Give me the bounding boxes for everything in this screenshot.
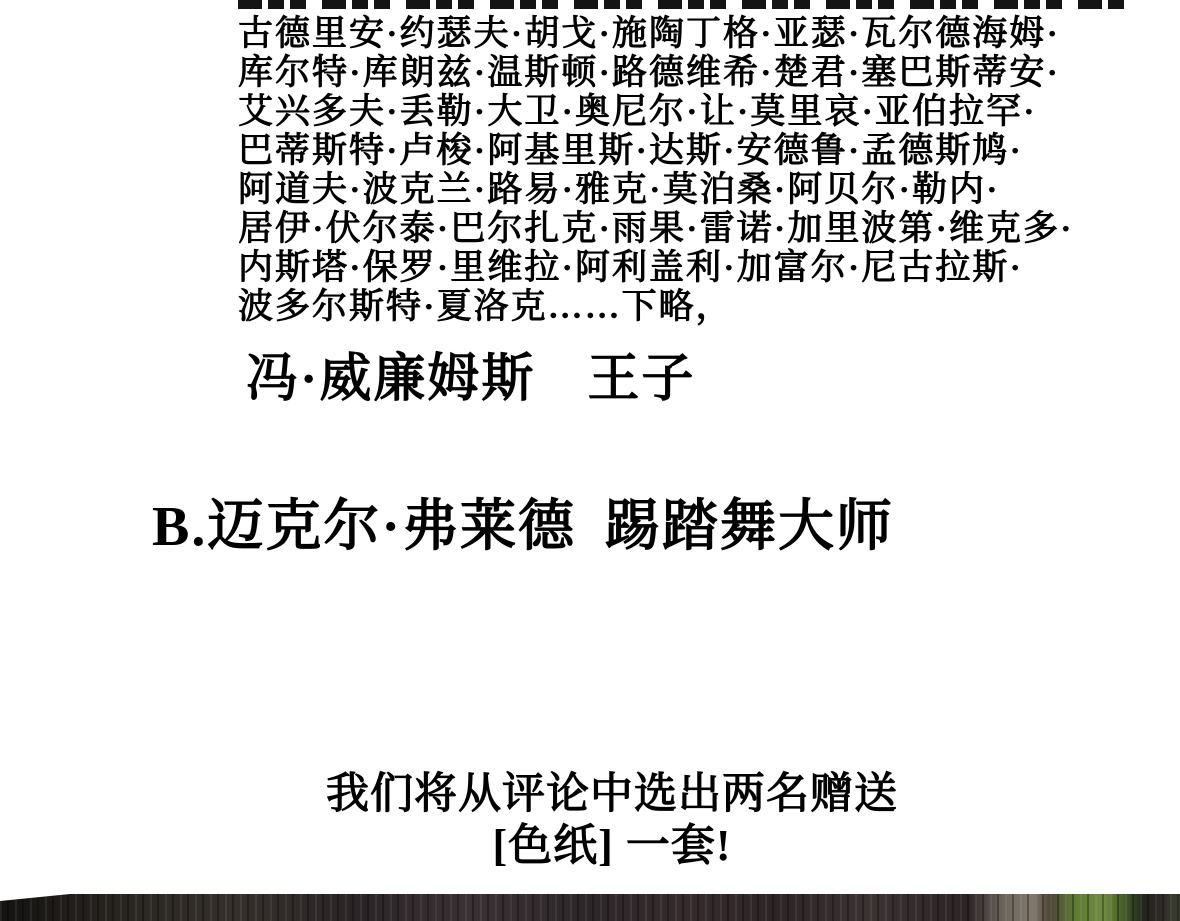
name-list-line: 阿道夫·波克兰·路易·雅克·莫泊桑·阿贝尔·勒内· bbox=[238, 170, 1000, 209]
name-list-line: 巴蒂斯特·卢梭·阿基里斯·达斯·安德鲁·孟德斯鸠· bbox=[238, 131, 1024, 170]
credit-prince bbox=[246, 336, 695, 411]
bottom-photo-strip bbox=[0, 894, 1180, 921]
name-list-line: 波多尔斯特·夏洛克……下略， bbox=[238, 287, 733, 326]
credit-tap-dancer bbox=[152, 482, 894, 562]
credit-tap-dancer-name: B.迈克尔·弗莱德 bbox=[152, 496, 577, 558]
cast-name-list bbox=[238, 14, 1074, 326]
name-list-line: 库尔特·库朗兹·温斯顿·路德维希·楚君·塞巴斯蒂安· bbox=[238, 53, 1061, 92]
giveaway-announcement bbox=[22, 772, 1180, 870]
clipped-text-line bbox=[238, 0, 1124, 9]
credit-prince-name: 冯·威廉姆斯 bbox=[246, 351, 536, 408]
name-list-line: 古德里安·约瑟夫·胡戈·施陶丁格·亚瑟·瓦尔德海姆· bbox=[238, 14, 1061, 53]
giveaway-announcement-line2: [色纸] 一套! bbox=[492, 821, 732, 870]
name-list-line: 艾兴多夫·丢勒·大卫·奥尼尔·让·莫里哀·亚伯拉罕· bbox=[238, 92, 1037, 131]
name-list-line: 内斯塔·保罗·里维拉·阿利盖利·加富尔·尼古拉斯· bbox=[238, 248, 1024, 287]
credit-tap-dancer-role: 踢踏舞大师 bbox=[604, 496, 895, 558]
name-list-line: 居伊·伏尔泰·巴尔扎克·雨果·雷诺·加里波第·维克多· bbox=[238, 209, 1074, 248]
giveaway-announcement-line1: 我们将从评论中选出两名赠送 bbox=[326, 771, 898, 818]
credit-prince-role: 王子 bbox=[587, 351, 696, 408]
